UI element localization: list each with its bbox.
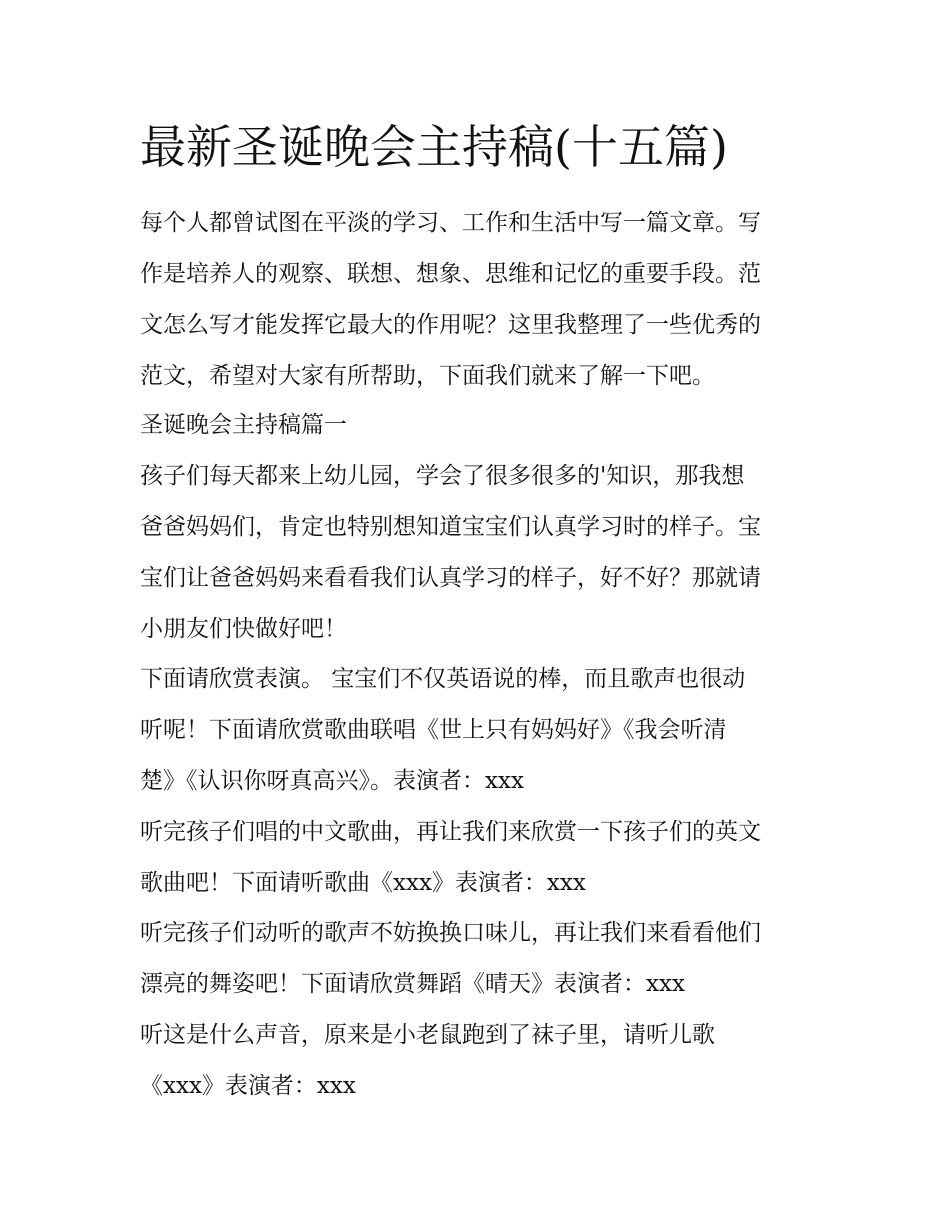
body-line: 听这是什么声音，原来是小老鼠跑到了袜子里，请听儿歌 [140,1022,715,1048]
intro-line-4: 范文，希望对大家有所帮助，下面我们就来了解一下吧。 [140,363,715,389]
body-line: 听呢！下面请欣赏歌曲联唱《世上只有妈妈好》《我会听清 [140,717,727,743]
body-line: 楚》《认识你呀真高兴》。表演者：xxx [140,768,524,794]
body-line: 爸爸妈妈们，肯定也特别想知道宝宝们认真学习时的样子。宝 [140,514,761,540]
intro-line-3: 文怎么写才能发挥它最大的作用呢？这里我整理了一些优秀的 [140,312,761,338]
body-line: 孩子们每天都来上幼儿园，学会了很多很多的'知识，那我想 [140,463,745,489]
body-line: 歌曲吧！下面请听歌曲《xxx》表演者：xxx [140,870,586,896]
intro-line-1: 每个人都曾试图在平淡的学习、工作和生活中写一篇文章。写 [140,210,761,236]
intro-line-2: 作是培养人的观察、联想、想象、思维和记忆的重要手段。范 [140,261,761,287]
body-line: 宝们让爸爸妈妈来看看我们认真学习的样子，好不好？那就请 [140,565,761,591]
body-line: 《xxx》表演者：xxx [140,1073,356,1099]
body-line: 小朋友们快做好吧！ [140,616,347,642]
document-title: 最新圣诞晚会主持稿(十五篇) [140,120,728,174]
body-line: 听完孩子们动听的歌声不妨换换口味儿，再让我们来看看他们 [140,920,761,946]
body-line: 漂亮的舞姿吧！下面请欣赏舞蹈《晴天》表演者：xxx [140,971,685,997]
body-line: 下面请欣赏表演。 宝宝们不仅英语说的棒，而且歌声也很动 [140,666,746,692]
body-line: 听完孩子们唱的中文歌曲，再让我们来欣赏一下孩子们的英文 [140,819,761,845]
section-heading: 圣诞晚会主持稿篇一 [140,412,347,438]
